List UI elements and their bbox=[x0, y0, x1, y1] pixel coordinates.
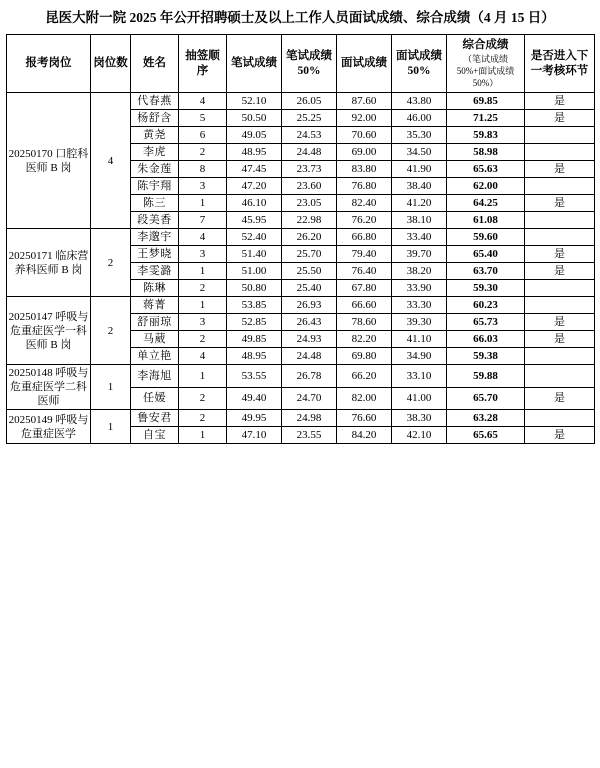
cell-name: 陈宇翔 bbox=[131, 178, 179, 195]
cell-post: 20250148 呼吸与危重症医学二科医师 bbox=[7, 365, 91, 410]
column-header-count: 岗位数 bbox=[91, 35, 131, 93]
cell-interview-50: 41.10 bbox=[392, 331, 447, 348]
cell-interview: 87.60 bbox=[337, 93, 392, 110]
cell-total: 62.00 bbox=[447, 178, 525, 195]
cell-total: 59.88 bbox=[447, 365, 525, 388]
cell-written-50: 26.05 bbox=[282, 93, 337, 110]
cell-order: 2 bbox=[179, 331, 227, 348]
cell-interview: 70.60 bbox=[337, 127, 392, 144]
cell-count: 2 bbox=[91, 229, 131, 297]
cell-interview-50: 46.00 bbox=[392, 110, 447, 127]
cell-next bbox=[525, 127, 595, 144]
cell-count: 4 bbox=[91, 93, 131, 229]
cell-written: 48.95 bbox=[227, 144, 282, 161]
cell-next: 是 bbox=[525, 263, 595, 280]
cell-name: 舒丽琼 bbox=[131, 314, 179, 331]
cell-total: 63.70 bbox=[447, 263, 525, 280]
cell-written-50: 24.48 bbox=[282, 144, 337, 161]
cell-name: 鲁安君 bbox=[131, 410, 179, 427]
table-row bbox=[7, 93, 595, 110]
column-header-order: 抽签顺序 bbox=[179, 35, 227, 93]
cell-interview: 76.80 bbox=[337, 178, 392, 195]
cell-written-50: 26.78 bbox=[282, 365, 337, 388]
cell-total: 59.83 bbox=[447, 127, 525, 144]
cell-written: 53.55 bbox=[227, 365, 282, 388]
cell-written-50: 26.20 bbox=[282, 229, 337, 246]
cell-order: 1 bbox=[179, 427, 227, 444]
cell-written: 52.10 bbox=[227, 93, 282, 110]
cell-interview-50: 43.80 bbox=[392, 93, 447, 110]
cell-total: 58.98 bbox=[447, 144, 525, 161]
cell-written-50: 24.70 bbox=[282, 387, 337, 410]
cell-written-50: 24.48 bbox=[282, 348, 337, 365]
cell-written-50: 23.05 bbox=[282, 195, 337, 212]
cell-written: 47.20 bbox=[227, 178, 282, 195]
cell-next bbox=[525, 229, 595, 246]
cell-interview: 69.80 bbox=[337, 348, 392, 365]
cell-interview: 82.40 bbox=[337, 195, 392, 212]
column-header-total-sub: （笔试成绩 50%+面试成绩 50%） bbox=[456, 54, 515, 88]
cell-next: 是 bbox=[525, 427, 595, 444]
cell-written: 46.10 bbox=[227, 195, 282, 212]
cell-interview: 84.20 bbox=[337, 427, 392, 444]
cell-next: 是 bbox=[525, 161, 595, 178]
cell-next bbox=[525, 280, 595, 297]
cell-order: 2 bbox=[179, 387, 227, 410]
cell-next: 是 bbox=[525, 387, 595, 410]
cell-order: 1 bbox=[179, 365, 227, 388]
cell-order: 4 bbox=[179, 348, 227, 365]
cell-interview-50: 34.90 bbox=[392, 348, 447, 365]
cell-written: 47.45 bbox=[227, 161, 282, 178]
cell-next bbox=[525, 212, 595, 229]
cell-interview: 82.00 bbox=[337, 387, 392, 410]
cell-interview: 69.00 bbox=[337, 144, 392, 161]
cell-written: 47.10 bbox=[227, 427, 282, 444]
cell-order: 2 bbox=[179, 144, 227, 161]
cell-interview-50: 38.20 bbox=[392, 263, 447, 280]
cell-interview-50: 39.30 bbox=[392, 314, 447, 331]
cell-total: 64.25 bbox=[447, 195, 525, 212]
cell-written: 50.50 bbox=[227, 110, 282, 127]
cell-interview: 67.80 bbox=[337, 280, 392, 297]
cell-name: 陈三 bbox=[131, 195, 179, 212]
cell-written: 51.40 bbox=[227, 246, 282, 263]
column-header-interview: 面试成绩 bbox=[337, 35, 392, 93]
cell-order: 3 bbox=[179, 178, 227, 195]
cell-name: 自宝 bbox=[131, 427, 179, 444]
cell-next: 是 bbox=[525, 93, 595, 110]
cell-order: 2 bbox=[179, 410, 227, 427]
cell-written-50: 24.98 bbox=[282, 410, 337, 427]
cell-written: 52.85 bbox=[227, 314, 282, 331]
cell-interview-50: 41.90 bbox=[392, 161, 447, 178]
cell-written: 52.40 bbox=[227, 229, 282, 246]
cell-name: 杨舒含 bbox=[131, 110, 179, 127]
cell-order: 4 bbox=[179, 229, 227, 246]
cell-next: 是 bbox=[525, 331, 595, 348]
column-header-name: 姓名 bbox=[131, 35, 179, 93]
column-header-total-main: 综合成绩 bbox=[462, 39, 509, 51]
cell-order: 1 bbox=[179, 297, 227, 314]
cell-written: 50.80 bbox=[227, 280, 282, 297]
page-title: 昆医大附一院 2025 年公开招聘硕士及以上工作人员面试成绩、综合成绩（4 月 15 日） bbox=[45, 10, 555, 25]
cell-name: 陈琳 bbox=[131, 280, 179, 297]
cell-next: 是 bbox=[525, 246, 595, 263]
cell-order: 3 bbox=[179, 314, 227, 331]
cell-order: 1 bbox=[179, 195, 227, 212]
cell-name: 李雯潞 bbox=[131, 263, 179, 280]
cell-name: 李海旭 bbox=[131, 365, 179, 388]
cell-post: 20250170 口腔科医师 B 岗 bbox=[7, 93, 91, 229]
cell-interview-50: 38.40 bbox=[392, 178, 447, 195]
cell-order: 7 bbox=[179, 212, 227, 229]
cell-interview: 66.60 bbox=[337, 297, 392, 314]
cell-order: 2 bbox=[179, 280, 227, 297]
cell-total: 60.23 bbox=[447, 297, 525, 314]
table-row bbox=[7, 229, 595, 246]
cell-total: 65.70 bbox=[447, 387, 525, 410]
cell-order: 3 bbox=[179, 246, 227, 263]
cell-interview-50: 38.10 bbox=[392, 212, 447, 229]
cell-interview: 78.60 bbox=[337, 314, 392, 331]
cell-name: 王梦晓 bbox=[131, 246, 179, 263]
cell-interview-50: 33.10 bbox=[392, 365, 447, 388]
table-row bbox=[7, 410, 595, 427]
cell-order: 4 bbox=[179, 93, 227, 110]
cell-total: 69.85 bbox=[447, 93, 525, 110]
cell-name: 代春燕 bbox=[131, 93, 179, 110]
cell-name: 段美香 bbox=[131, 212, 179, 229]
table-row bbox=[7, 297, 595, 314]
cell-post: 20250147 呼吸与危重症医学一科医师 B 岗 bbox=[7, 297, 91, 365]
cell-next bbox=[525, 410, 595, 427]
cell-interview: 76.40 bbox=[337, 263, 392, 280]
cell-next bbox=[525, 297, 595, 314]
cell-written: 51.00 bbox=[227, 263, 282, 280]
cell-post: 20250171 临床营养科医师 B 岗 bbox=[7, 229, 91, 297]
column-header-post: 报考岗位 bbox=[7, 35, 91, 93]
cell-total: 59.30 bbox=[447, 280, 525, 297]
cell-name: 任媛 bbox=[131, 387, 179, 410]
results-table bbox=[6, 34, 595, 444]
cell-total: 65.73 bbox=[447, 314, 525, 331]
cell-interview: 76.60 bbox=[337, 410, 392, 427]
cell-interview-50: 41.00 bbox=[392, 387, 447, 410]
cell-written-50: 23.73 bbox=[282, 161, 337, 178]
cell-post: 20250149 呼吸与危重症医学 bbox=[7, 410, 91, 444]
cell-total: 71.25 bbox=[447, 110, 525, 127]
cell-interview-50: 34.50 bbox=[392, 144, 447, 161]
cell-total: 65.63 bbox=[447, 161, 525, 178]
cell-written: 49.85 bbox=[227, 331, 282, 348]
cell-next bbox=[525, 144, 595, 161]
cell-order: 8 bbox=[179, 161, 227, 178]
column-header-next: 是否进入下一考核环节 bbox=[525, 35, 595, 93]
column-header-written-50: 笔试成绩50% bbox=[282, 35, 337, 93]
cell-interview-50: 39.70 bbox=[392, 246, 447, 263]
cell-interview-50: 33.40 bbox=[392, 229, 447, 246]
cell-interview: 83.80 bbox=[337, 161, 392, 178]
cell-interview: 66.80 bbox=[337, 229, 392, 246]
cell-interview: 76.20 bbox=[337, 212, 392, 229]
cell-total: 63.28 bbox=[447, 410, 525, 427]
cell-interview-50: 42.10 bbox=[392, 427, 447, 444]
cell-written-50: 23.55 bbox=[282, 427, 337, 444]
cell-next bbox=[525, 348, 595, 365]
cell-total: 66.03 bbox=[447, 331, 525, 348]
column-header-written: 笔试成绩 bbox=[227, 35, 282, 93]
cell-written: 49.05 bbox=[227, 127, 282, 144]
cell-count: 1 bbox=[91, 365, 131, 410]
cell-count: 2 bbox=[91, 297, 131, 365]
cell-written-50: 25.40 bbox=[282, 280, 337, 297]
cell-order: 6 bbox=[179, 127, 227, 144]
cell-total: 65.65 bbox=[447, 427, 525, 444]
cell-total: 61.08 bbox=[447, 212, 525, 229]
cell-next bbox=[525, 365, 595, 388]
cell-written: 48.95 bbox=[227, 348, 282, 365]
cell-written-50: 25.50 bbox=[282, 263, 337, 280]
cell-interview-50: 33.90 bbox=[392, 280, 447, 297]
column-header-interview-50: 面试成绩50% bbox=[392, 35, 447, 93]
cell-name: 马葳 bbox=[131, 331, 179, 348]
cell-name: 黄尧 bbox=[131, 127, 179, 144]
cell-name: 朱金莲 bbox=[131, 161, 179, 178]
cell-order: 1 bbox=[179, 263, 227, 280]
cell-written-50: 24.53 bbox=[282, 127, 337, 144]
cell-interview: 82.20 bbox=[337, 331, 392, 348]
cell-written: 49.95 bbox=[227, 410, 282, 427]
cell-written-50: 25.70 bbox=[282, 246, 337, 263]
table-header-row bbox=[7, 35, 595, 93]
cell-written-50: 26.93 bbox=[282, 297, 337, 314]
cell-total: 65.40 bbox=[447, 246, 525, 263]
cell-count: 1 bbox=[91, 410, 131, 444]
cell-interview-50: 33.30 bbox=[392, 297, 447, 314]
cell-next bbox=[525, 178, 595, 195]
cell-interview: 79.40 bbox=[337, 246, 392, 263]
column-header-total bbox=[447, 35, 525, 93]
cell-next: 是 bbox=[525, 110, 595, 127]
cell-written-50: 22.98 bbox=[282, 212, 337, 229]
cell-interview-50: 41.20 bbox=[392, 195, 447, 212]
cell-written: 53.85 bbox=[227, 297, 282, 314]
cell-next: 是 bbox=[525, 195, 595, 212]
cell-name: 蒋菁 bbox=[131, 297, 179, 314]
cell-interview-50: 35.30 bbox=[392, 127, 447, 144]
cell-written-50: 24.93 bbox=[282, 331, 337, 348]
table-body bbox=[7, 93, 595, 444]
cell-written: 45.95 bbox=[227, 212, 282, 229]
cell-total: 59.38 bbox=[447, 348, 525, 365]
cell-written: 49.40 bbox=[227, 387, 282, 410]
cell-written-50: 26.43 bbox=[282, 314, 337, 331]
cell-written-50: 25.25 bbox=[282, 110, 337, 127]
cell-name: 单立艳 bbox=[131, 348, 179, 365]
cell-written-50: 23.60 bbox=[282, 178, 337, 195]
cell-name: 李虎 bbox=[131, 144, 179, 161]
cell-order: 5 bbox=[179, 110, 227, 127]
cell-interview: 66.20 bbox=[337, 365, 392, 388]
cell-interview-50: 38.30 bbox=[392, 410, 447, 427]
cell-interview: 92.00 bbox=[337, 110, 392, 127]
cell-total: 59.60 bbox=[447, 229, 525, 246]
cell-next: 是 bbox=[525, 314, 595, 331]
table-row bbox=[7, 365, 595, 388]
cell-name: 李邈宇 bbox=[131, 229, 179, 246]
